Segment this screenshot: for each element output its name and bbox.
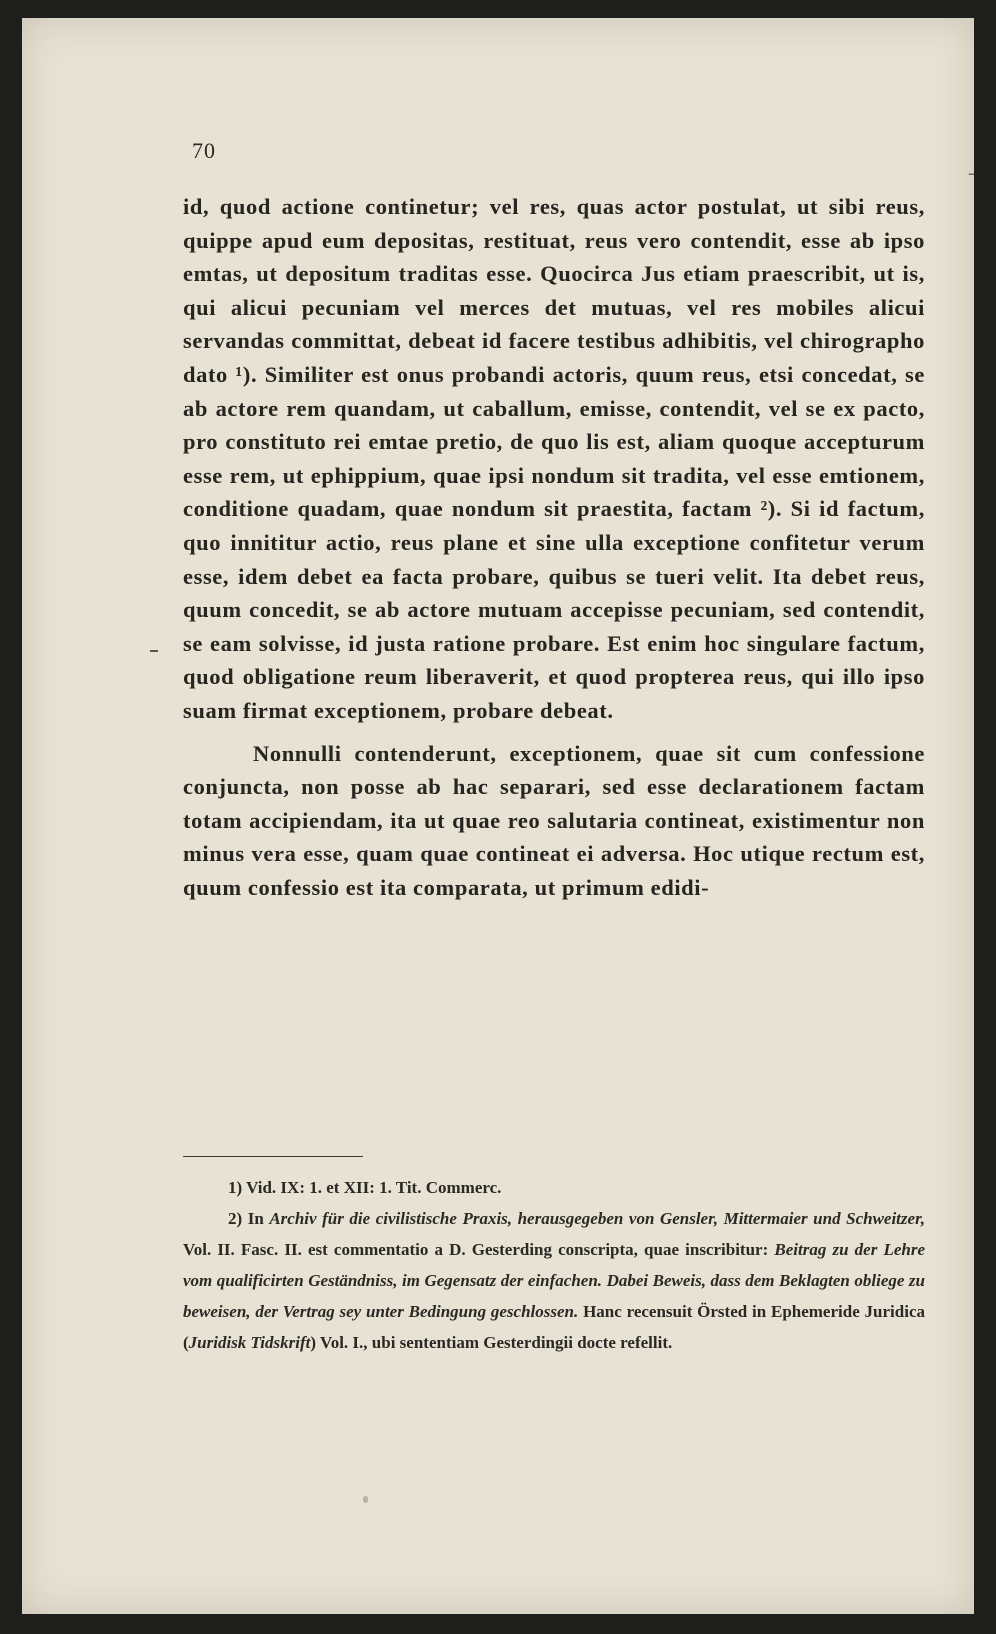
page-number: 70 [192, 138, 216, 163]
margin-mark [150, 650, 158, 652]
footnote-text: ) Vol. I., ubi sententiam Gesterdingii docte refellit. [310, 1333, 673, 1352]
footnote-citation: Archiv für die civilistische Praxis, herausgegeben von Gensler, Mittermaier und Schweitzer, [269, 1209, 925, 1228]
corner-mark: - [968, 162, 975, 184]
paragraph: Nonnulli contenderunt, exceptionem, quae sit cum confessione conjuncta, non posse ab hac separari, sed esse declarationem factam totam accipiendam, ita ut quae reo salutaria contineat, existimentur non minus vera esse, quam quae contineat ei adversa. Hoc utique rectum est, quum confessio est ita comparata, ut primum edidi- [183, 740, 925, 900]
footnote-text: Hanc recensuit Örsted in Ephemeride Juridica ( [183, 1302, 925, 1352]
footnote-title: Beitrag zu der Lehre vom qualificirten Geständniss, im Gegensatz der einfachen. Dabei Beweis, dass dem Beklagten obliege zu beweisen, der Vertrag sey unter Bedingung geschlossen. [183, 1240, 925, 1321]
footnote-1: 1) Vid. IX: 1. et XII: 1. Tit. Commerc. [228, 1178, 502, 1197]
footnotes [183, 1172, 925, 1358]
body-text [183, 190, 925, 904]
paper-speck [363, 1496, 368, 1503]
footnote-text: Vol. II. Fasc. II. est commentatio a D. Gesterding conscripta, quae inscribitur: [183, 1240, 769, 1259]
footnote-number: 2) [228, 1209, 243, 1228]
footnote-text: In [247, 1209, 264, 1228]
footnote-2 [183, 1203, 925, 1358]
footnote-rule [183, 1156, 363, 1157]
paragraph: id, quod actione continetur; vel res, quas actor postulat, ut sibi reus, quippe apud eum depositas, restituat, reus vero contendit, esse ab ipso emtas, ut depositum traditas esse. Quocirca Jus etiam praescribit, ut is, qui alicui pecuniam vel merces det mutuas, vel res mobiles alicui servandas committat, debeat id facere testibus adhibitis, vel chirographo dato ¹). Similiter est onus probandi actoris, quum reus, etsi concedat, se ab actore rem quandam, ut caballum, emisse, contendit, vel se ex pacto, pro constituto rei emtae pretio, de quo lis est, aliam quoque accepturum esse rem, ut ephippium, quae ipsi nondum sit tradita, vel esse emtionem, conditione quadam, quae nondum sit praestita, factam ²). Si id factum, quo innititur actio, reus plane et sine ulla exceptione confitetur verum esse, idem debet ea facta probare, quibus se tueri velit. Ita debet reus, quum concedit, se ab actore mutuam accepisse pecuniam, sed contendit, se eam solvisse, id justa ratione probare. Est enim hoc singulare factum, quod obligatione reum liberaverit, et quod propterea reus, qui illo ipso suam firmat exceptionem, probare debeat. [183, 194, 925, 723]
footnote-journal: Juridisk Tidskrift [188, 1333, 311, 1352]
